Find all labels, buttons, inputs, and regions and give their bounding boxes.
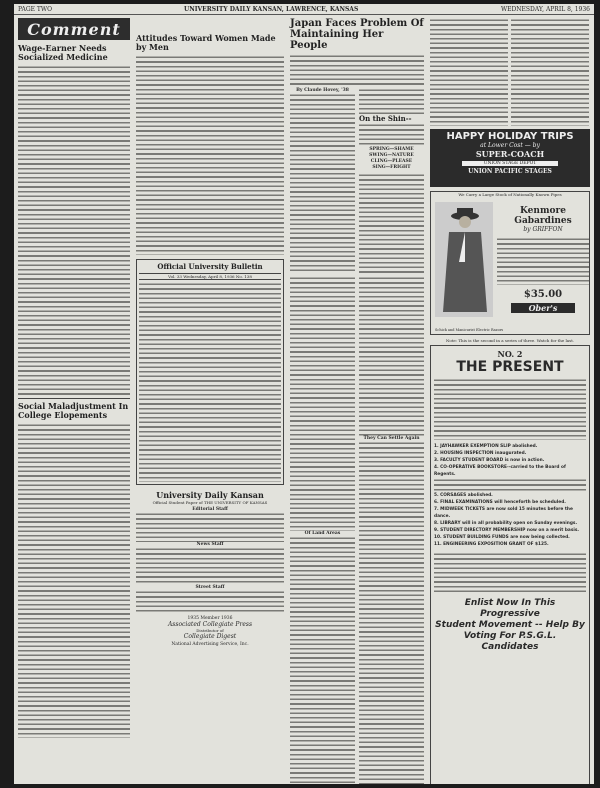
article-title-japan: Japan Faces Problem Of Maintaining Her People <box>290 18 424 51</box>
press-advertising: National Advertising Service, Inc. <box>171 642 249 647</box>
poem-line-3: CLING—PLEASE <box>370 159 413 164</box>
slogan-line-3: Voting For P.S.G.L. Candidates <box>463 631 557 652</box>
letters-body-2 <box>511 18 589 126</box>
article-body-elopements <box>18 423 130 738</box>
japan-body-5 <box>359 276 424 436</box>
press-distributor: Distributor of <box>196 628 224 633</box>
masthead <box>14 4 594 15</box>
staff-box <box>136 490 284 647</box>
japan-bottom-block <box>290 276 424 784</box>
holiday-ad-coach: SUPER-COACH <box>475 149 545 159</box>
present-item-10: 10. STUDENT BUILDING FUNDS are now being collected. <box>434 535 570 540</box>
shin-poem <box>359 147 424 171</box>
present-intro <box>434 378 586 440</box>
holiday-ad-headline: HAPPY HOLIDAY TRIPS <box>446 131 574 142</box>
poem-line-1: SPRING—SHAME <box>369 147 414 152</box>
staff-news: News Staff <box>196 542 224 547</box>
kenmore-title: Kenmore Gabardines <box>514 206 572 226</box>
japan-subhead-land: Of Land Areas <box>304 531 341 536</box>
attitudes-column <box>136 18 284 778</box>
japan-subhead-settle: They Can Settle Again <box>363 436 420 441</box>
issue-date: WEDNESDAY, APRIL 8, 1936 <box>500 6 590 13</box>
holiday-ad-subline: at Lower Cost — by <box>480 142 540 149</box>
present-slogan <box>434 598 586 653</box>
staff-subtitle: Official Student Paper of THE UNIVERSITY OF KANSAS <box>152 500 268 505</box>
kenmore-price: $35.00 <box>523 289 563 300</box>
kenmore-caption: Schick and Manicurist Electric Razors <box>435 328 504 332</box>
japan-body-4 <box>290 536 355 784</box>
poem-line-4: SING—FRIGHT <box>372 165 411 170</box>
present-item-4: 4. CO-OPERATIVE BOOKSTORE--carried to the Board of Regents. <box>434 465 566 477</box>
article-body-wage-earner <box>18 65 130 395</box>
shin-body <box>359 173 424 278</box>
comment-header-label: Comment <box>27 19 121 39</box>
present-item-3: 3. FACULTY STUDENT BOARD is now in action. <box>434 458 545 463</box>
article-title-wage-earner: Wage-Earner Needs Socialized Medicine <box>18 43 108 62</box>
staff-street: Street Staff <box>195 585 225 590</box>
obers-logo: Ober's <box>511 303 575 313</box>
japan-body-6 <box>359 441 424 784</box>
newspaper-page <box>14 4 594 784</box>
present-list <box>434 443 586 548</box>
bulletin-title: Official University Bulletin <box>157 262 263 271</box>
holiday-ad-depot: UNION STAGE DEPOT <box>462 161 558 166</box>
man-in-coat-illustration <box>435 202 493 317</box>
japan-top-block <box>290 88 424 274</box>
kenmore-strap: We Carry a Large Stock of Nationally Known Pipes <box>458 192 562 197</box>
japan-body-3 <box>290 276 355 531</box>
column-title-shin: On the Shin-- <box>359 114 412 123</box>
japan-byline: By Claude Hovey, '38 <box>296 88 349 93</box>
present-mid-text <box>434 478 586 492</box>
page-number: PAGE TWO <box>18 6 52 13</box>
present-note: Note: This is the second in a series of three. Watch for the last. <box>445 338 575 343</box>
present-item-1: 1. JAYHAWKER EXEMPTION SLIP abolished. <box>434 444 538 449</box>
bulletin-body <box>139 282 281 482</box>
staff-street-list <box>136 590 284 614</box>
official-bulletin <box>136 259 284 485</box>
slogan-line-1: Enlist Now In This Progressive <box>464 598 556 619</box>
staff-editorial-list <box>136 512 284 542</box>
present-item-8: 8. LIBRARY will in all probability open on Sunday evenings. <box>434 521 578 526</box>
slogan-line-2: Student Movement -- Help By <box>435 620 585 630</box>
comment-column <box>18 18 130 778</box>
right-top-text <box>430 18 590 126</box>
present-item-2: 2. HOUSING INSPECTION inaugurated. <box>434 451 527 456</box>
paper-name: UNIVERSITY DAILY KANSAN, LAWRENCE, KANSAS <box>184 6 359 13</box>
staff-member-year: 1935 Member 1936 <box>187 616 233 621</box>
japan-body-2 <box>359 88 424 114</box>
shin-intro <box>359 123 424 145</box>
present-item-5: 5. CORSAGES abolished. <box>434 493 493 498</box>
present-closing <box>434 552 586 592</box>
present-ad <box>430 345 590 784</box>
kenmore-by: by GRIFFON <box>523 226 563 233</box>
bulletin-volume: Vol. 33 Wednesday, April 8, 1936 No. 138 <box>139 273 281 280</box>
japan-intro <box>290 54 424 88</box>
present-item-6: 6. FINAL EXAMINATIONS will henceforth be scheduled. <box>434 500 566 505</box>
article-title-elopements: Social Maladjustment In College Elopements <box>18 401 129 420</box>
present-item-11: 11. ENGINEERING EXPOSITION GRANT OF $125. <box>434 542 549 547</box>
staff-editorial: Editorial Staff <box>192 507 228 512</box>
present-item-7: 7. MIDWEEK TICKETS are now sold 15 minutes before the dance. <box>434 507 573 519</box>
kenmore-body <box>497 237 589 285</box>
staff-news-list <box>136 547 284 585</box>
staff-title: University Daily Kansan <box>156 490 264 500</box>
article-title-attitudes: Attitudes Toward Women Made by Men <box>136 33 276 52</box>
present-title: THE PRESENT <box>456 359 564 375</box>
japan-body-1 <box>290 93 355 271</box>
poem-line-2: SWING—NATURE <box>369 153 414 158</box>
right-column <box>430 18 590 778</box>
article-body-attitudes <box>136 55 284 255</box>
comment-header <box>18 18 130 40</box>
letters-body-1 <box>430 18 508 126</box>
present-number: NO. 2 <box>497 349 523 359</box>
press-digest: Collegiate Digest <box>183 633 237 640</box>
press-associated: Associated Collegiate Press <box>167 621 253 628</box>
holiday-trips-ad <box>430 129 590 187</box>
holiday-ad-brand: UNION PACIFIC STAGES <box>468 168 552 175</box>
present-item-9: 9. STUDENT DIRECTORY MEMBERSHIP now on a merit basis. <box>434 528 580 533</box>
kenmore-ad <box>430 191 590 335</box>
japan-column <box>290 18 424 778</box>
